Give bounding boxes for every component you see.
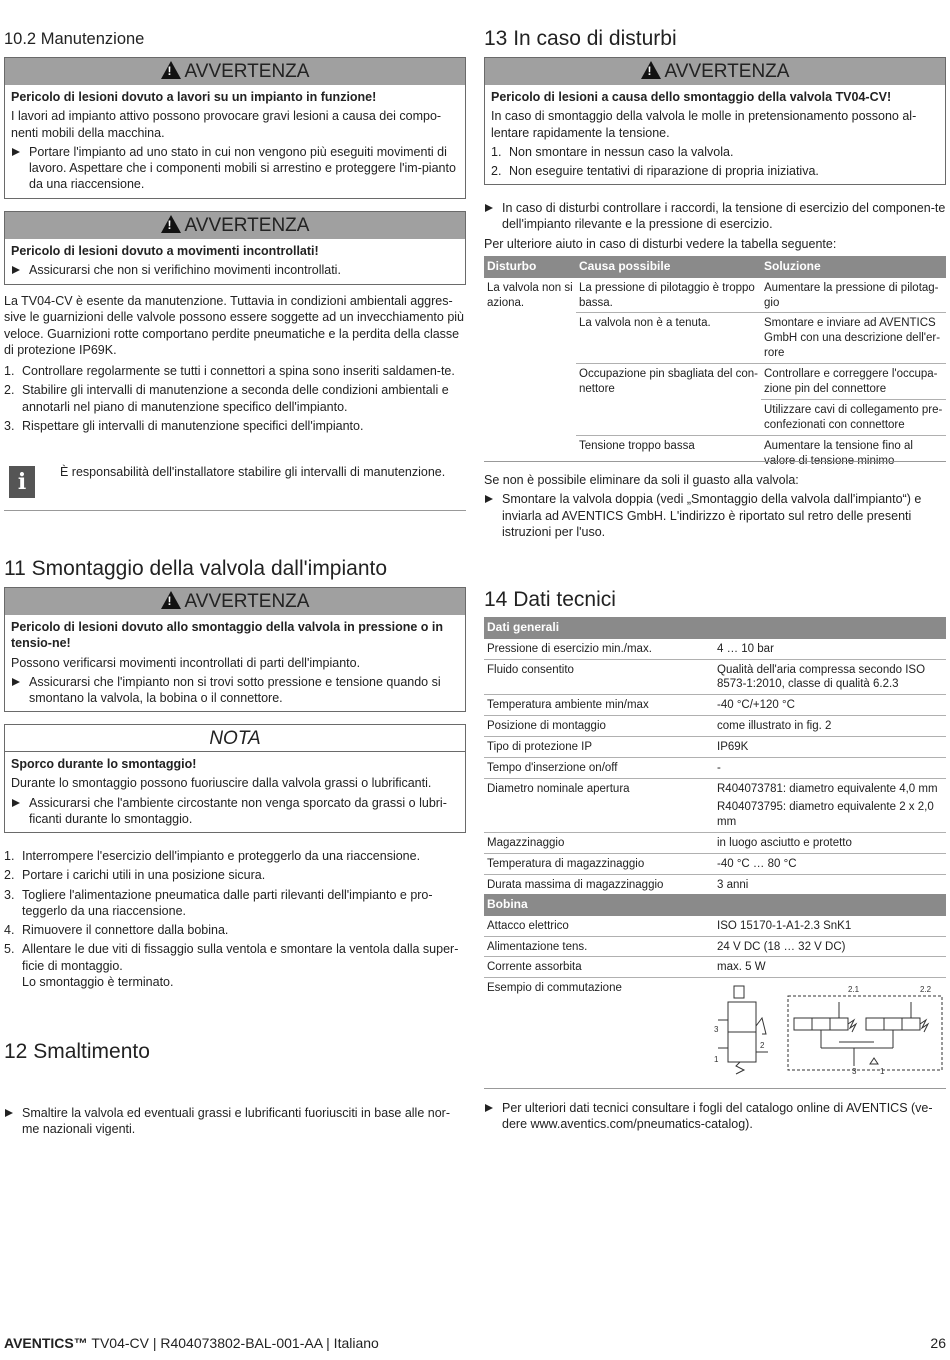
- warning-title: Pericolo di lesioni a causa dello smontaggio della valvola TV04-CV!: [491, 90, 892, 104]
- table-row: Posizione di montaggio come illustrato in fig. 2: [484, 716, 946, 737]
- section-11-title: 11 Smontaggio della valvola dall'impianto: [4, 557, 388, 580]
- step-item: 4. Rimuovere il connettore dalla bobina.: [4, 923, 229, 937]
- maintenance-text: La TV04-CV è esente da manutenzione. Tuttavia in condizioni ambientali aggres-sive le guarnizioni delle valvole possono essere soggette ad un invecchiamento più veloce. Guarnizioni rotte comportano perdite pneumatiche e la perdita della classe di protezione IP69K.: [4, 294, 465, 357]
- table-row: Fluido consentito Qualità dell'aria compressa secondo ISO 8573-1:2010, classe di qualità 6.2.3: [484, 659, 946, 695]
- warning-triangle-icon: [641, 61, 661, 79]
- table-row: Esempio di commutazione: [487, 982, 622, 995]
- table-row: Corrente assorbita max. 5 W: [484, 957, 946, 978]
- info-icon: i: [9, 466, 35, 498]
- table-row: Durata massima di magazzinaggio 3 anni: [484, 874, 946, 895]
- warning-title: Pericolo di lesioni dovuto allo smontaggio della valvola in pressione o in tensio-ne!: [11, 620, 444, 651]
- note-title: Sporco durante lo smontaggio!: [11, 757, 197, 771]
- table-cell: Occupazione pin sbagliata del con-nettore: [576, 364, 761, 436]
- warning-box-faults: [484, 57, 946, 185]
- step-item: 3. Togliere l'alimentazione pneumatica dalle parti rilevanti dell'impianto e pro-teggerlo da una riaccensione.: [4, 887, 433, 918]
- warning-bullet: Assicurarsi che l'impianto non si trovi sotto pressione e tensione quando si smontano la valvola, la bobina o il connettore.: [11, 674, 459, 707]
- divider: [4, 510, 466, 511]
- warning-triangle-icon: [161, 215, 181, 233]
- general-data-table: [484, 617, 946, 896]
- table-row: Pressione di esercizio min./max. 4 … 10 bar: [484, 639, 946, 659]
- warning-box-maintenance: [4, 57, 466, 199]
- diagram-label: 2.2: [920, 985, 932, 994]
- warning-header: !AVVERTENZA: [5, 588, 465, 615]
- warning-triangle-icon: [161, 61, 181, 79]
- note-box: [4, 724, 466, 833]
- footer-brand: AVENTICS™: [4, 1335, 88, 1351]
- step-item: 2. Stabilire gli intervalli di manutenzione a seconda delle condizioni ambientali e annotarli nel piano di manutenzione specifico dell'impianto.: [4, 383, 449, 414]
- warning-title: Pericolo di lesioni dovuto a movimenti incontrollati!: [11, 244, 319, 258]
- section-10-2-title: 10.2 Manutenzione: [4, 30, 145, 48]
- step-item: 1. Controllare regolarmente se tutti i connettori a spina sono inseriti saldamen-te.: [4, 364, 455, 378]
- diagram-label: 3: [852, 1067, 857, 1076]
- warning-text: Possono verificarsi movimenti incontrollati di parti dell'impianto.: [11, 655, 361, 670]
- result-text: Lo smontaggio è terminato.: [22, 974, 174, 989]
- table-header: Dati generali: [484, 617, 946, 639]
- divider: [484, 461, 946, 462]
- faults-table: [484, 256, 946, 471]
- table-cell: Tensione troppo bassa: [579, 440, 695, 453]
- table-row: Attacco elettrico ISO 15170-1-A1-2.3 SnK1: [484, 916, 946, 936]
- faults-after-text: Se non è possibile eliminare da soli il guasto alla valvola:: [484, 473, 799, 487]
- table-row: Magazzinaggio in luogo asciutto e protetto: [484, 832, 946, 853]
- table-cell: Controllare e correggere l'occupa-zione pin del connettore: [761, 364, 946, 400]
- warning-triangle-icon: [161, 591, 181, 609]
- table-cell: Smontare e inviare ad AVENTICS GmbH con una descrizione dell'er-rore: [761, 313, 946, 364]
- section-14-title: 14 Dati tecnici: [484, 588, 616, 611]
- warning-title: Pericolo di lesioni dovuto a lavori su un impianto in funzione!: [11, 90, 377, 104]
- warning-box-uncontrolled: [4, 211, 466, 285]
- catalog-bullet: Per ulteriori dati tecnici consultare i fogli del catalogo online di AVENTICS (ve-dere www.aventics.com/pneumatics-catalog).: [484, 1100, 946, 1133]
- table-header: Causa possibile: [576, 256, 761, 278]
- table-row: [484, 278, 946, 313]
- table-cell: La valvola non si aziona.: [487, 281, 573, 309]
- diagram-label: 1: [714, 1055, 719, 1064]
- warning-header: !AVVERTENZA: [485, 58, 945, 85]
- faults-intro: Per ulteriore aiuto in caso di disturbi vedere la tabella seguente:: [484, 236, 837, 251]
- right-column: [484, 0, 946, 1132]
- step-item: 3. Rispettare gli intervalli di manutenzione specifici dell'impianto.: [4, 418, 364, 433]
- table-cell: La pressione di pilotaggio è troppo bassa.: [576, 278, 761, 313]
- section-12-title: 12 Smaltimento: [4, 1040, 150, 1063]
- warning-bullet: Portare l'impianto ad uno stato in cui non vengono più eseguiti movimenti di lavoro. Aspettare che i componenti mobili si arrestino e proteggere l'im-pianto da una riaccensione.: [11, 144, 459, 193]
- info-text: È responsabilità dell'installatore stabilire gli intervalli di manutenzione.: [60, 465, 446, 479]
- faults-bullet-2: Smontare la valvola doppia (vedi „Smontaggio della valvola dall'impianto“) e inviarla ad AVENTICS GmbH. L'indirizzo è riportato sul retro delle presenti istruzioni per l'uso.: [484, 491, 946, 540]
- table-cell: Aumentare la tensione fino al valore di tensione minimo: [764, 440, 913, 467]
- table-row: Tipo di protezione IP IP69K: [484, 737, 946, 758]
- warning-header: !AVVERTENZA: [5, 212, 465, 239]
- diagram-label: 1: [880, 1067, 885, 1076]
- note-text: Durante lo smontaggio possono fuoriuscire dalla valvola grassi o lubrificanti.: [11, 776, 432, 791]
- section-13-title: 13 In caso di disturbi: [484, 27, 677, 50]
- info-note: [4, 464, 466, 500]
- table-header: Bobina: [484, 894, 946, 916]
- table-cell: Aumentare la pressione di pilotag-gio: [761, 278, 946, 313]
- table-header: Soluzione: [761, 256, 946, 278]
- page-footer: [4, 1334, 946, 1352]
- warning-text: I lavori ad impianto attivo possono provocare gravi lesioni a causa dei compo-nenti mobili della macchina.: [11, 109, 442, 140]
- warning-header: !AVVERTENZA: [5, 58, 465, 85]
- table-cell: La valvola non è a tenuta.: [576, 313, 761, 364]
- warning-text: In caso di smontaggio della valvola le molle in pretensionamento possono al-lentare rapidamente la tensione.: [491, 109, 917, 140]
- step-item: 5. Allentare le due viti di fissaggio sulla ventola e smontare la ventola dalla super-ficie di montaggio.: [4, 942, 459, 973]
- switching-example-diagram: [714, 982, 946, 1078]
- diagram-label: 2: [760, 1041, 765, 1050]
- table-row: Temperatura ambiente min/max -40 °C/+120 °C: [484, 695, 946, 716]
- warning-box-dismount: [4, 587, 466, 712]
- table-cell: Utilizzare cavi di collegamento pre-confezionati con connettore: [761, 400, 946, 436]
- divider: [484, 1088, 946, 1089]
- table-row: Temperatura di magazzinaggio -40 °C … 80 °C: [484, 853, 946, 874]
- note-bullet: Assicurarsi che l'ambiente circostante non venga sporcato da grassi o lubri-ficanti durante lo smontaggio.: [11, 795, 459, 828]
- table-header: Disturbo: [484, 256, 576, 278]
- warning-step: 2. Non eseguire tentativi di riparazione di propria iniziativa.: [491, 164, 819, 178]
- table-row: Alimentazione tens. 24 V DC (18 … 32 V DC): [484, 936, 946, 957]
- warning-step: 1. Non smontare in nessun caso la valvola.: [491, 144, 734, 159]
- step-item: 2. Portare i carichi utili in una posizione sicura.: [4, 868, 266, 883]
- table-row: Diametro nominale apertura R404073781: diametro equivalente 4,0 mm R404073795: diametro equivalente 2 x 2,0 mm: [484, 779, 946, 833]
- warning-bullet: Assicurarsi che non si verifichino movimenti incontrollati.: [11, 262, 459, 278]
- step-item: 1. Interrompere l'esercizio dell'impianto e proteggerlo da una riaccensione.: [4, 849, 421, 863]
- page-number: 26: [930, 1335, 946, 1351]
- diagram-label: 2.1: [848, 985, 860, 994]
- footer-doc: TV04-CV | R404073802-BAL-001-AA | Italiano: [87, 1335, 379, 1351]
- left-column: [4, 0, 466, 1137]
- faults-bullet: In caso di disturbi controllare i raccordi, la tensione di esercizio del componen-te dell'impianto rilevante e la pressione di esercizio.: [484, 200, 946, 233]
- table-row: Tempo d'inserzione on/off -: [484, 758, 946, 779]
- disposal-bullet: Smaltire la valvola ed eventuali grassi e lubrificanti fuoriusciti in base alle nor-me nazionali vigenti.: [4, 1105, 466, 1138]
- note-header: NOTA: [5, 725, 465, 752]
- diagram-label: 3: [714, 1025, 719, 1034]
